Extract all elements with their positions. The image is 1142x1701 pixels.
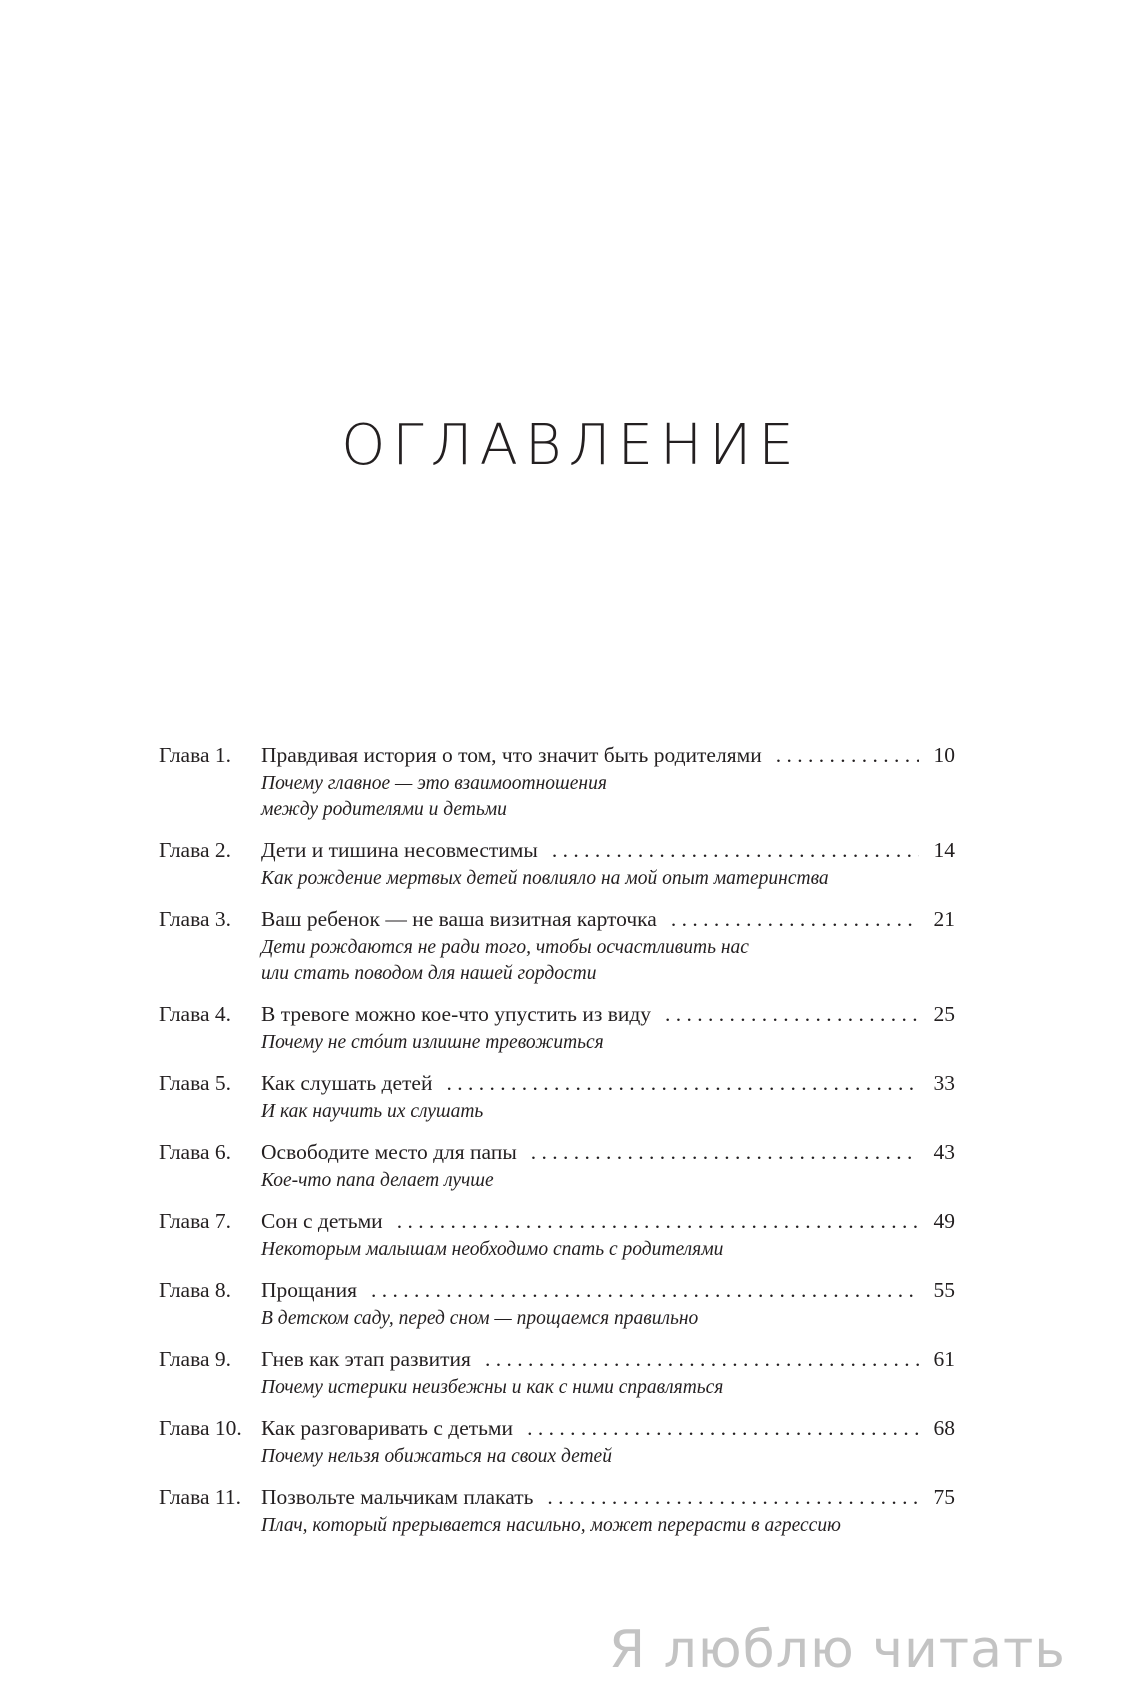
watermark: Я люблю читать (609, 1620, 1066, 1680)
chapter-number: Глава 3. (159, 907, 231, 931)
chapter-title: Как разговаривать с детьми (261, 1416, 514, 1440)
toc-entry (159, 1068, 955, 1125)
chapter-number: Глава 2. (159, 838, 231, 862)
chapter-subtitle: Некоторым малышам необходимо спать с родителями (261, 1239, 724, 1260)
toc-line (159, 1068, 955, 1099)
chapter-title: Как слушать детей (261, 1071, 433, 1095)
chapter-subtitle: Как рождение мертвых детей повлияло на мой опыт материнства (261, 868, 829, 889)
chapter-subtitle: В детском саду, перед сном — прощаемся правильно (261, 1308, 699, 1329)
chapter-subtitle: Дети рождаются не ради того, чтобы осчастливить нас (261, 937, 749, 958)
toc-line (159, 904, 955, 935)
page-number: 10 (933, 743, 955, 767)
chapter-subtitle: между родителями и детьми (261, 799, 507, 820)
chapter-number: Глава 9. (159, 1347, 231, 1371)
toc-entry (159, 1275, 955, 1332)
toc-entry (159, 999, 955, 1056)
chapter-number: Глава 10. (159, 1416, 242, 1440)
toc-entry (159, 835, 955, 892)
chapter-subtitle: Плач, который прерывается насильно, может перерасти в агрессию (261, 1515, 841, 1536)
page-number: 21 (933, 907, 955, 931)
dot-leader (371, 1275, 919, 1306)
toc-line (159, 835, 955, 866)
dot-leader (665, 999, 919, 1030)
toc-line (159, 1482, 955, 1513)
toc-line (159, 1206, 955, 1237)
chapter-subtitle: Кое-что папа делает лучше (261, 1170, 494, 1191)
page-title: ОГЛАВЛЕНИЕ (341, 413, 801, 478)
chapter-subtitle: Почему не стóит излишне тревожиться (261, 1032, 604, 1053)
dot-leader (776, 740, 919, 771)
dot-leader (485, 1344, 919, 1375)
chapter-subtitle: или стать поводом для нашей гордости (261, 963, 597, 984)
toc-entry (159, 1482, 955, 1539)
chapter-title: Позвольте мальчикам плакать (261, 1485, 534, 1509)
toc-line (159, 1413, 955, 1444)
chapter-number: Глава 7. (159, 1209, 231, 1233)
page-number: 14 (933, 838, 955, 862)
page-number: 49 (933, 1209, 955, 1233)
chapter-number: Глава 8. (159, 1278, 231, 1302)
dot-leader (671, 904, 919, 935)
chapter-title: Правдивая история о том, что значит быть родителями (261, 743, 762, 767)
chapter-subtitle: И как научить их слушать (261, 1101, 484, 1122)
table-of-contents (159, 740, 955, 1551)
page-number: 61 (933, 1347, 955, 1371)
toc-line (159, 1344, 955, 1375)
page-number: 33 (933, 1071, 955, 1095)
toc-entry (159, 904, 955, 987)
chapter-subtitle: Почему истерики неизбежны и как с ними справляться (261, 1377, 724, 1398)
chapter-title: Прощания (261, 1278, 358, 1302)
toc-line (159, 1275, 955, 1306)
toc-entry (159, 1137, 955, 1194)
dot-leader (527, 1413, 919, 1444)
chapter-number: Глава 6. (159, 1140, 231, 1164)
page-number: 75 (933, 1485, 955, 1509)
chapter-title: Сон с детьми (261, 1209, 383, 1233)
chapter-title: Дети и тишина несовместимы (261, 838, 538, 862)
dot-leader (397, 1206, 919, 1237)
chapter-title: Гнев как этап развития (261, 1347, 471, 1371)
page-number: 68 (933, 1416, 955, 1440)
toc-entry (159, 740, 955, 823)
chapter-number: Глава 1. (159, 743, 231, 767)
chapter-subtitle: Почему нельзя обижаться на своих детей (261, 1446, 612, 1467)
dot-leader (552, 835, 919, 866)
toc-line (159, 1137, 955, 1168)
chapter-number: Глава 5. (159, 1071, 231, 1095)
chapter-number: Глава 4. (159, 1002, 231, 1026)
chapter-number: Глава 11. (159, 1485, 241, 1509)
dot-leader (531, 1137, 919, 1168)
toc-entry (159, 1206, 955, 1263)
toc-entry (159, 1344, 955, 1401)
toc-entry (159, 1413, 955, 1470)
toc-line (159, 999, 955, 1030)
toc-line (159, 740, 955, 771)
page-number: 25 (933, 1002, 955, 1026)
chapter-subtitle: Почему главное — это взаимоотношения (261, 773, 607, 794)
dot-leader (447, 1068, 920, 1099)
chapter-title: Освободите место для папы (261, 1140, 517, 1164)
page-number: 43 (933, 1140, 955, 1164)
page-number: 55 (933, 1278, 955, 1302)
chapter-title: В тревоге можно кое-что упустить из виду (261, 1002, 652, 1026)
dot-leader (547, 1482, 919, 1513)
chapter-title: Ваш ребенок — не ваша визитная карточка (261, 907, 657, 931)
